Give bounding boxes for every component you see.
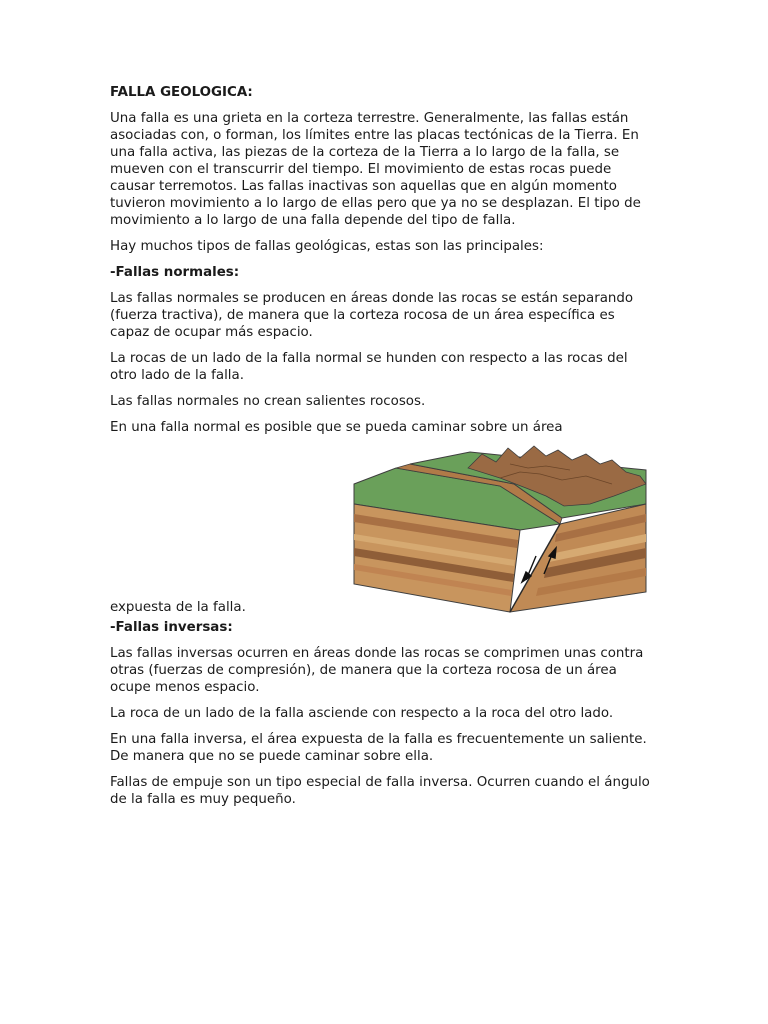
normal-faults-heading: -Fallas normales: [110, 265, 240, 280]
inverse-faults-paragraph-1: Las fallas inversas ocurren en áreas donde las rocas se comprimen unas contra otras (fuerzas de compresión), de manera que la corteza rocosa de un área ocupe menos espacio. [110, 646, 644, 695]
inverse-faults-paragraph-4: Fallas de empuje son un tipo especial de falla inversa. Ocurren cuando el ángulo de la falla es muy pequeño. [110, 775, 650, 807]
inverse-faults-heading: -Fallas inversas: [110, 620, 233, 635]
document-page [110, 84, 650, 817]
normal-faults-paragraph-4-end: expuesta de la falla. [110, 600, 246, 615]
intro-paragraph: Una falla es una grieta en la corteza terrestre. Generalmente, las fallas están asociadas con, o forman, los límites entre las placas tectónicas de la Tierra. En una falla activa, las piezas de la corteza de la Tierra a lo largo de la falla, se mueven con el transcurrir del tiempo. El movimiento de estas rocas puede causar terremotos. Las fallas inactivas son aquellas que en algún momento tuvieron movimiento a lo largo de ellas pero que ya no se desplazan. El tipo de movimiento a lo largo de una falla depende del tipo de falla. [110, 111, 641, 228]
inverse-faults-paragraph-3: En una falla inversa, el área expuesta de la falla es frecuentemente un saliente. De manera que no se puede caminar sobre ella. [110, 732, 647, 764]
types-intro-paragraph: Hay muchos tipos de fallas geológicas, estas son las principales: [110, 239, 544, 254]
normal-faults-paragraph-4: En una falla normal es posible que se pueda caminar sobre un área [110, 420, 563, 435]
normal-faults-paragraph-2: La rocas de un lado de la falla normal se hunden con respecto a las rocas del otro lado de la falla. [110, 351, 628, 383]
normal-faults-paragraph-3: Las fallas normales no crean salientes rocosos. [110, 394, 426, 409]
inverse-faults-paragraph-2: La roca de un lado de la falla asciende con respecto a la roca del otro lado. [110, 706, 614, 721]
normal-fault-block-diagram-icon [350, 444, 648, 616]
figure-row [110, 436, 650, 616]
normal-faults-paragraph-1: Las fallas normales se producen en áreas donde las rocas se están separando (fuerza tractiva), de manera que la corteza rocosa de un área específica es capaz de ocupar más espacio. [110, 291, 634, 340]
document-title: FALLA GEOLOGICA: [110, 85, 253, 100]
